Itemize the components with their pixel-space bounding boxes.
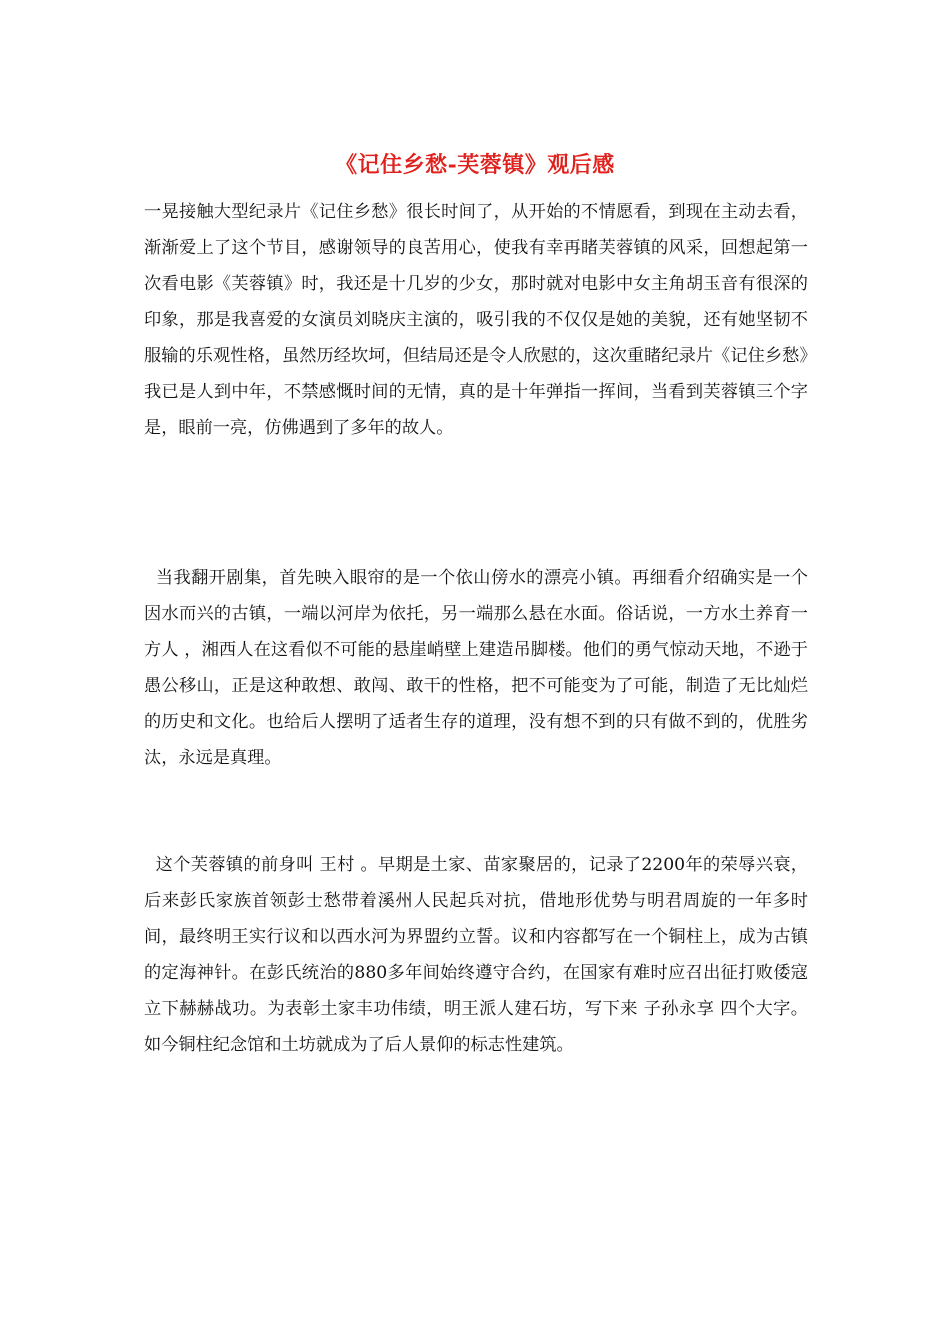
paragraph-town-view: 当我翻开剧集，首先映入眼帘的是一个依山傍水的漂亮小镇。再细看介绍确实是一个因水而兴的古镇，一端以河岸为依托，另一端那么悬在水面。俗话说，一方水土养育一方人 ，湘西人在这看似不可能的悬崖峭壁上建造吊脚楼。他们的勇气惊动天地，不逊于愚公移山，正是这种敢想、敢闯、敢干的性格，把不可能变为了可能，制造了无比灿烂的历史和文化。也给后人摆明了适者生存的道理，没有想不到的只有做不到的，优胜劣汰，永远是真理。	[144, 568, 808, 768]
paragraph-town-history: 这个芙蓉镇的前身叫 王村 。早期是土家、苗家聚居的，记录了2200年的荣辱兴衰，后来彭氏家族首领彭士愁带着溪州人民起兵对抗，借地形优势与明君周旋的一年多时间，最终明王实行议和以西水河为界盟约立誓。议和内容都写在一个铜柱上，成为古镇的定海神针。在彭氏统治的880多年间始终遵守合约，在国家有难时应召出征打败倭寇立下赫赫战功。为表彰土家丰功伟绩，明王派人建石坊，写下来 子孙永享 四个大字。如今铜柱纪念馆和土坊就成为了后人景仰的标志性建筑。	[144, 855, 808, 1055]
paragraph-intro: 一晃接触大型纪录片《记住乡愁》很长时间了，从开始的不情愿看，到现在主动去看，渐渐爱上了这个节目，感谢领导的良苦用心，使我有幸再睹芙蓉镇的风采，回想起第一次看电影《芙蓉镇》时，我还是十几岁的少女，那时就对电影中女主角胡玉音有很深的印象，那是我喜爱的女演员刘晓庆主演的，吸引我的不仅仅是她的美貌，还有她坚韧不服输的乐观性格，虽然历经坎坷，但结局还是令人欣慰的，这次重睹纪录片《记住乡愁》我已是人到中年，不禁感慨时间的无情，真的是十年弹指一挥间，当看到芙蓉镇三个字是，眼前一亮，仿佛遇到了多年的故人。	[144, 202, 808, 438]
document-title: 《记住乡愁-芙蓉镇》观后感	[335, 152, 615, 178]
